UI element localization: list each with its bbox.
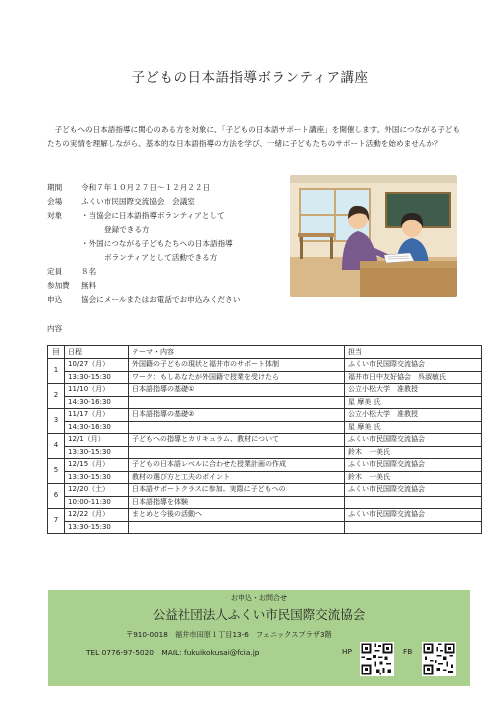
session-staff: 鈴木 一美氏 bbox=[345, 471, 482, 484]
session-no: 3 bbox=[48, 409, 65, 434]
fee-value: 無料 bbox=[81, 281, 97, 290]
table-row bbox=[48, 446, 482, 459]
session-theme: 子どもの日本語レベルに合わせた授業計画の作成 bbox=[129, 459, 345, 472]
contact-heading: お申込・お問合せ bbox=[231, 594, 287, 602]
session-no: 1 bbox=[48, 359, 65, 384]
apply-label: 申込 bbox=[47, 295, 63, 304]
table-row bbox=[48, 421, 482, 434]
fb-label: FB bbox=[403, 647, 413, 656]
header-staff: 担当 bbox=[345, 346, 482, 359]
venue-value: ふくい市民国際交流協会 会議室 bbox=[81, 197, 195, 206]
session-theme bbox=[129, 521, 345, 534]
session-theme: 日本語指導を体験 bbox=[129, 496, 345, 509]
session-no: 4 bbox=[48, 434, 65, 459]
header-date: 日程 bbox=[65, 346, 129, 359]
session-date: 11/10（月） bbox=[65, 384, 129, 397]
capacity-value: ８名 bbox=[81, 267, 97, 276]
intro-paragraph: 子どもへの日本語指導に関心のある方を対象に、「子どもの日本語サポート講座」を開催します。外国につながる子どもたちの実情を理解しながら、基本的な日本語指導の方法を学び、一緒に子どもたちのサポート活動を始めませんか？ bbox=[47, 125, 461, 148]
session-staff: ふくい市民国際交流協会 bbox=[345, 459, 482, 472]
session-staff: ふくい市民国際交流協会 bbox=[345, 509, 482, 522]
session-time: 14:30-16:30 bbox=[65, 396, 129, 409]
table-row bbox=[48, 484, 482, 497]
session-theme: 日本語指導の基礎① bbox=[129, 384, 345, 397]
schedule-header-row bbox=[48, 346, 482, 359]
session-no: 7 bbox=[48, 509, 65, 534]
fee-label: 参加費 bbox=[47, 281, 70, 290]
table-row bbox=[48, 509, 482, 522]
session-staff bbox=[345, 521, 482, 534]
session-theme: 日本語指導の基礎② bbox=[129, 409, 345, 422]
session-staff: 星 摩美 氏 bbox=[345, 396, 482, 409]
table-row bbox=[48, 384, 482, 397]
table-row bbox=[48, 396, 482, 409]
header-no: 回 bbox=[48, 346, 65, 359]
period-value: 令和７年１０月２７日～１２月２２日 bbox=[81, 183, 211, 192]
qr-code-fb-icon[interactable] bbox=[422, 642, 456, 676]
apply-value: 協会にメールまたはお電話でお申込みください bbox=[81, 295, 241, 304]
target-line-1b: 登録できる方 bbox=[104, 225, 150, 234]
venue-label: 会場 bbox=[47, 197, 63, 206]
target-label: 対象 bbox=[47, 211, 63, 220]
table-row bbox=[48, 471, 482, 484]
session-no: 2 bbox=[48, 384, 65, 409]
session-date: 10/27（月） bbox=[65, 359, 129, 372]
session-theme: まとめと今後の活動へ bbox=[129, 509, 345, 522]
capacity-label: 定員 bbox=[47, 267, 63, 276]
session-date: 12/22（月） bbox=[65, 509, 129, 522]
target-line-2b: ボランティアとして活動できる方 bbox=[104, 253, 218, 262]
session-date: 11/17（月） bbox=[65, 409, 129, 422]
session-theme: 日本語サポートクラスに参加。実際に子どもへの bbox=[129, 484, 345, 497]
session-staff: ふくい市民国際交流協会 bbox=[345, 484, 482, 497]
session-staff: ふくい市民国際交流協会 bbox=[345, 434, 482, 447]
hp-label: HP bbox=[342, 647, 353, 656]
session-time: 13:30-15:30 bbox=[65, 446, 129, 459]
period-label: 期間 bbox=[47, 183, 63, 192]
session-time: 13:30-15:30 bbox=[65, 471, 129, 484]
session-theme bbox=[129, 421, 345, 434]
session-staff: 星 摩美 氏 bbox=[345, 421, 482, 434]
target-line-1a: ・当協会に日本語指導ボランティアとして bbox=[81, 211, 225, 220]
table-row bbox=[48, 359, 482, 372]
session-staff: ふくい市民国際交流協会 bbox=[345, 359, 482, 372]
session-time: 13:30-15:30 bbox=[65, 521, 129, 534]
organization-name: 公益社団法人ふくい市民国際交流協会 bbox=[152, 607, 366, 622]
table-row bbox=[48, 459, 482, 472]
session-date: 12/1（月） bbox=[65, 434, 129, 447]
qr-code-hp-icon[interactable] bbox=[360, 642, 394, 676]
illustration-teacher-student-icon bbox=[290, 175, 457, 297]
schedule-table bbox=[47, 345, 482, 534]
session-staff bbox=[345, 496, 482, 509]
contact-footer bbox=[48, 590, 470, 686]
organization-address: 〒910-0018 福井市田原１丁目13-6 フェニックスプラザ3階 bbox=[126, 630, 332, 639]
session-staff: 公立小松大学 准教授 bbox=[345, 409, 482, 422]
session-no: 6 bbox=[48, 484, 65, 509]
session-no: 5 bbox=[48, 459, 65, 484]
session-theme bbox=[129, 396, 345, 409]
course-details bbox=[47, 181, 297, 307]
session-time: 10:00-11:30 bbox=[65, 496, 129, 509]
session-date: 12/20（土） bbox=[65, 484, 129, 497]
contents-label: 内容 bbox=[47, 324, 63, 333]
session-staff: 福井市日中友好協会 呉淑敏氏 bbox=[345, 371, 482, 384]
session-date: 12/15（月） bbox=[65, 459, 129, 472]
tel-mail: TEL 0776-97-5020 MAIL: fukuikokusai@fcia.jp bbox=[86, 648, 260, 657]
session-time: 13:30-15:30 bbox=[65, 371, 129, 384]
table-row bbox=[48, 496, 482, 509]
target-line-2a: ・外国につながる子どもたちへの日本語指導 bbox=[81, 239, 233, 248]
header-theme: テーマ・内容 bbox=[129, 346, 345, 359]
table-row bbox=[48, 434, 482, 447]
session-theme: 子どもへの指導とカリキュラム、教材について bbox=[129, 434, 345, 447]
session-staff: 鈴木 一美氏 bbox=[345, 446, 482, 459]
table-row bbox=[48, 521, 482, 534]
session-theme: ワーク：もしあなたが外国籍で授業を受けたら bbox=[129, 371, 345, 384]
session-staff: 公立小松大学 准教授 bbox=[345, 384, 482, 397]
session-theme: 教材の選び方と工夫のポイント bbox=[129, 471, 345, 484]
session-theme bbox=[129, 446, 345, 459]
session-theme: 外国籍の子どもの現状と福井市のサポート体制 bbox=[129, 359, 345, 372]
table-row bbox=[48, 409, 482, 422]
page-title: 子どもの日本語指導ボランティア講座 bbox=[131, 70, 369, 86]
session-time: 14:30-16:30 bbox=[65, 421, 129, 434]
table-row bbox=[48, 371, 482, 384]
